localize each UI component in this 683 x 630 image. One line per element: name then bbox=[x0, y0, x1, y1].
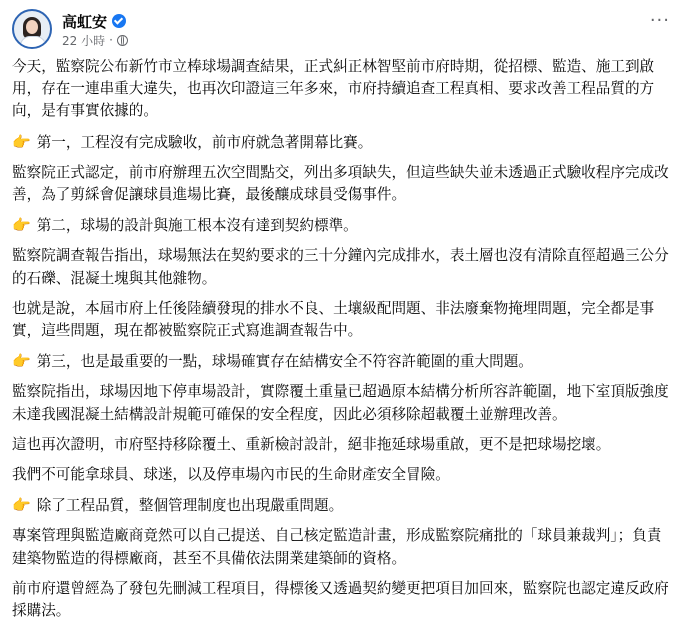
post-timestamp[interactable]: 22 小時 bbox=[62, 33, 106, 48]
post-paragraph-text: 我們不可能拿球員、球迷，以及停車場內市民的生命財產安全冒險。 bbox=[12, 466, 450, 484]
post-paragraph-text: 專案管理與監造廠商竟然可以自己提送、自己核定監造計畫，形成監察院痛批的「球員兼裁判」；負責建築物監造的得標廠商，甚至不具備依法開業建築師的資格。 bbox=[12, 527, 662, 567]
post-paragraph bbox=[12, 56, 672, 123]
post-body bbox=[12, 56, 672, 630]
post-paragraph bbox=[12, 525, 672, 569]
avatar-body bbox=[20, 36, 46, 49]
author-name[interactable]: 高虹安 bbox=[62, 12, 108, 31]
post-paragraph-text: 監察院正式認定，前市府辦理五次空間點交，列出多項缺失，但這些缺失並未透過正式驗收程序完成改善，為了剪綵會促讓球員進場比賽，最後釀成球員受傷事件。 bbox=[12, 163, 669, 204]
post-paragraph bbox=[12, 131, 672, 154]
backhand-index-pointing-right-icon: 👉 bbox=[12, 352, 31, 371]
backhand-index-pointing-right-icon: 👉 bbox=[12, 132, 31, 151]
post-paragraph-text: 監察院指出，球場因地下停車場設計，實際覆土重量已超過原本結構分析所容許範圍，地下室頂版強度未達我國混凝土結構設計規範可確保的安全程度，因此必須移除超載覆土並辦理改善。 bbox=[12, 383, 669, 423]
post-paragraph-text: 今天，監察院公布新竹市立棒球場調查結果，正式糾正林智堅前市府時期，從招標、監造、施工到啟用，存在一連串重大違失，也再次印證這三年多來，市府持續追查工程真相、要求改善工程品質的方向，是有事實依據的。 bbox=[12, 58, 655, 120]
meta-separator: · bbox=[109, 33, 113, 47]
post-paragraph bbox=[12, 578, 672, 622]
post-paragraph bbox=[12, 350, 672, 373]
verified-badge-icon bbox=[112, 14, 126, 28]
post-paragraph-text: 前市府還曾經為了發包先刪減工程項目，得標後又透過契約變更把項目加回來，監察院也認定違反政府採購法。 bbox=[12, 579, 669, 620]
post-paragraph bbox=[12, 214, 672, 237]
post-header bbox=[12, 8, 672, 52]
globe-icon[interactable] bbox=[117, 35, 128, 46]
post-paragraph bbox=[12, 381, 672, 425]
backhand-index-pointing-right-icon: 👉 bbox=[12, 216, 31, 235]
post-paragraph-text: 第一，工程沒有完成驗收，前市府就急著開幕比賽。 bbox=[36, 133, 373, 151]
post-paragraph-text: 除了工程品質，整個管理制度也出現嚴重問題。 bbox=[36, 497, 344, 515]
avatar[interactable] bbox=[12, 9, 52, 49]
post-paragraph-text: 也就是說，本屆市府上任後陸續發現的排水不良、土壤級配問題、非法廢棄物掩埋問題，完全都是事實，這些問題，現在都被監察院正式寫進調查報告中。 bbox=[12, 299, 655, 340]
post-paragraph bbox=[12, 298, 672, 342]
post-paragraph bbox=[12, 464, 672, 486]
post-paragraph-text: 監察院調查報告指出，球場無法在契約要求的三十分鐘內完成排水，表土層也沒有清除直徑超過三公分的石礫、混凝土塊與其他雜物。 bbox=[12, 247, 669, 287]
post-paragraph bbox=[12, 494, 672, 517]
post-paragraph-text: 第三，也是最重要的一點，球場確實存在結構安全不符容許範圍的重大問題。 bbox=[36, 353, 533, 371]
more-options-button[interactable]: ··· bbox=[649, 10, 670, 31]
post-meta bbox=[62, 31, 128, 49]
post-paragraph bbox=[12, 245, 672, 289]
backhand-index-pointing-right-icon: 👉 bbox=[12, 496, 31, 515]
post-paragraph-text: 這也再次證明，市府堅持移除覆土、重新檢討設計，絕非拖延球場重啟，更不是把球場挖壞。 bbox=[12, 435, 611, 453]
author-row bbox=[62, 11, 126, 31]
post-paragraph bbox=[12, 434, 672, 456]
avatar-face bbox=[26, 20, 38, 34]
post-paragraph bbox=[12, 162, 672, 206]
post-paragraph-text: 第二，球場的設計與施工根本沒有達到契約標準。 bbox=[36, 217, 358, 235]
